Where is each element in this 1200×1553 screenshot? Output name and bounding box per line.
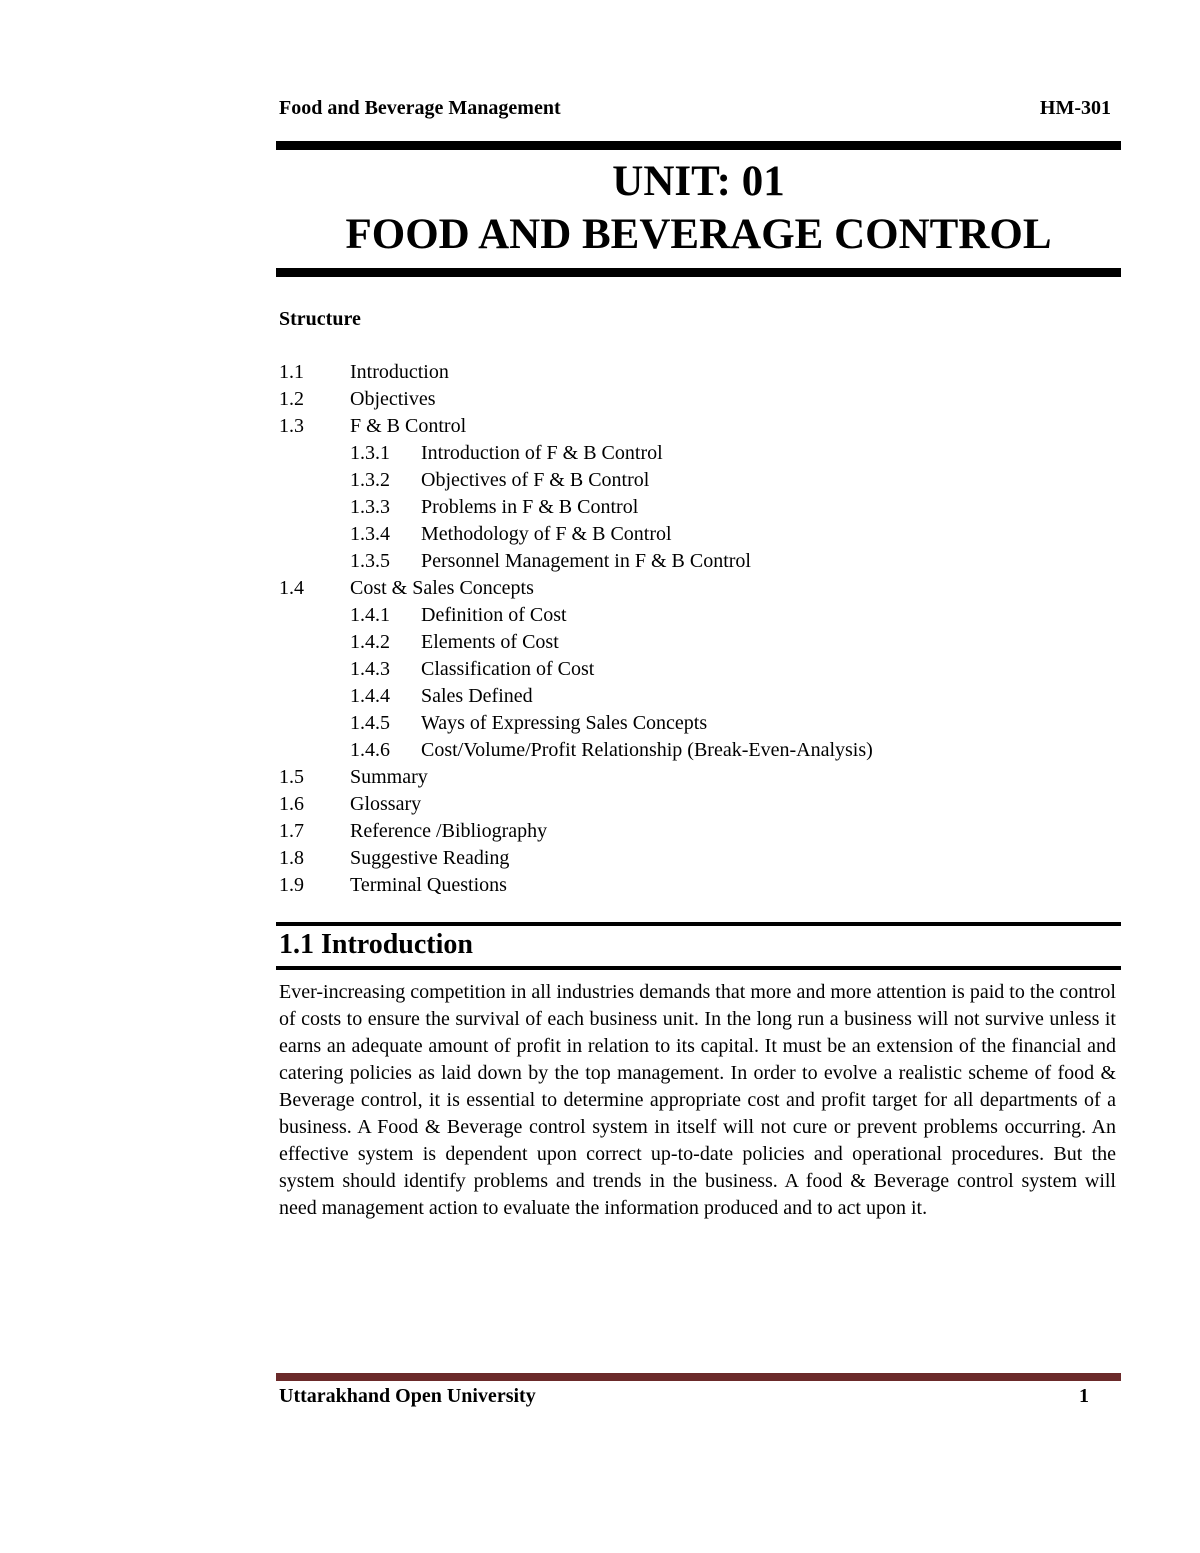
structure-item-number: 1.4.2	[350, 631, 390, 653]
structure-item-text: Introduction	[350, 361, 449, 383]
structure-item-text: Definition of Cost	[421, 604, 567, 626]
top-rule	[276, 141, 1121, 150]
structure-item	[279, 683, 1111, 710]
structure-item	[279, 467, 1111, 494]
structure-item	[279, 440, 1111, 467]
structure-item-number: 1.3	[279, 415, 304, 437]
structure-list	[279, 359, 1111, 899]
structure-item-text: F & B Control	[350, 415, 467, 437]
structure-item-text: Objectives of F & B Control	[421, 469, 650, 491]
structure-item-text: Elements of Cost	[421, 631, 559, 653]
structure-item	[279, 656, 1111, 683]
course-code: HM-301	[1039, 97, 1111, 119]
structure-item-number: 1.9	[279, 874, 304, 896]
structure-item-text: Cost/Volume/Profit Relationship (Break-Even-Analysis)	[421, 739, 873, 761]
structure-item	[279, 413, 1111, 440]
structure-item-text: Personnel Management in F & B Control	[421, 550, 751, 572]
structure-item	[279, 386, 1111, 413]
running-footer	[279, 1385, 1089, 1408]
structure-item	[279, 737, 1111, 764]
title-rule	[276, 268, 1121, 277]
structure-item	[279, 575, 1111, 602]
structure-item-number: 1.6	[279, 793, 304, 815]
structure-item-number: 1.3.1	[350, 442, 390, 464]
section-heading: 1.1 Introduction	[279, 929, 473, 960]
page-number: 1	[1079, 1385, 1089, 1407]
structure-item-text: Introduction of F & B Control	[421, 442, 663, 464]
structure-item-number: 1.4.4	[350, 685, 390, 707]
unit-title-block	[276, 155, 1121, 261]
structure-item	[279, 710, 1111, 737]
structure-item-text: Terminal Questions	[350, 874, 507, 896]
structure-item-number: 1.8	[279, 847, 304, 869]
structure-item-text: Classification of Cost	[421, 658, 595, 680]
section-rule-bottom	[276, 966, 1121, 970]
unit-number: UNIT: 01	[612, 158, 785, 205]
structure-item-number: 1.3.5	[350, 550, 390, 572]
structure-item-number: 1.4.5	[350, 712, 390, 734]
structure-item-number: 1.3.2	[350, 469, 390, 491]
course-title: Food and Beverage Management	[279, 97, 561, 119]
structure-item-text: Sales Defined	[421, 685, 533, 707]
structure-item-number: 1.2	[279, 388, 304, 410]
structure-item-number: 1.4.6	[350, 739, 390, 761]
structure-item-number: 1.4	[279, 577, 304, 599]
structure-item	[279, 791, 1111, 818]
structure-item-number: 1.4.1	[350, 604, 390, 626]
structure-item-number: 1.5	[279, 766, 304, 788]
structure-item	[279, 764, 1111, 791]
footer-rule	[276, 1373, 1121, 1381]
structure-item-number: 1.3.3	[350, 496, 390, 518]
unit-title: FOOD AND BEVERAGE CONTROL	[345, 211, 1052, 258]
section-body: Ever-increasing competition in all industries demands that more and more attention is paid to the control of costs to ensure the survival of each business unit. In the long run a business will not survive unless it earns an adequate amount of profit in relation to its capital. It must be an extension of the financial and catering policies as laid down by the top management. In order to evolve a realistic scheme of food & Beverage control, it is essential to determine appropriate cost and profit target for all departments of a business. A Food & Beverage control system in itself will not cure or prevent problems occurring. An effective system is dependent upon correct up-to-date policies and operational procedures. But the system should identify problems and trends in the business. A food & Beverage control system will need management action to evaluate the information produced and to act upon it.	[279, 981, 1116, 1219]
structure-item-text: Objectives	[350, 388, 436, 410]
structure-item-text: Reference /Bibliography	[350, 820, 548, 842]
structure-item	[279, 521, 1111, 548]
structure-item-text: Cost & Sales Concepts	[350, 577, 534, 599]
structure-item	[279, 818, 1111, 845]
structure-item	[279, 494, 1111, 521]
structure-item-number: 1.3.4	[350, 523, 390, 545]
structure-item-text: Summary	[350, 766, 428, 788]
structure-item-text: Ways of Expressing Sales Concepts	[421, 712, 708, 734]
structure-item	[279, 359, 1111, 386]
structure-item-number: 1.4.3	[350, 658, 390, 680]
structure-item	[279, 845, 1111, 872]
structure-item-number: 1.7	[279, 820, 304, 842]
structure-item-text: Glossary	[350, 793, 422, 815]
institution-name: Uttarakhand Open University	[279, 1385, 536, 1407]
structure-item-text: Methodology of F & B Control	[421, 523, 672, 545]
structure-item	[279, 872, 1111, 899]
running-header	[279, 97, 1111, 120]
structure-item	[279, 602, 1111, 629]
structure-label: Structure	[279, 308, 361, 330]
structure-item	[279, 629, 1111, 656]
structure-item	[279, 548, 1111, 575]
section-rule-top	[276, 922, 1121, 926]
structure-item-text: Suggestive Reading	[350, 847, 510, 869]
structure-item-text: Problems in F & B Control	[421, 496, 639, 518]
structure-item-number: 1.1	[279, 361, 304, 383]
